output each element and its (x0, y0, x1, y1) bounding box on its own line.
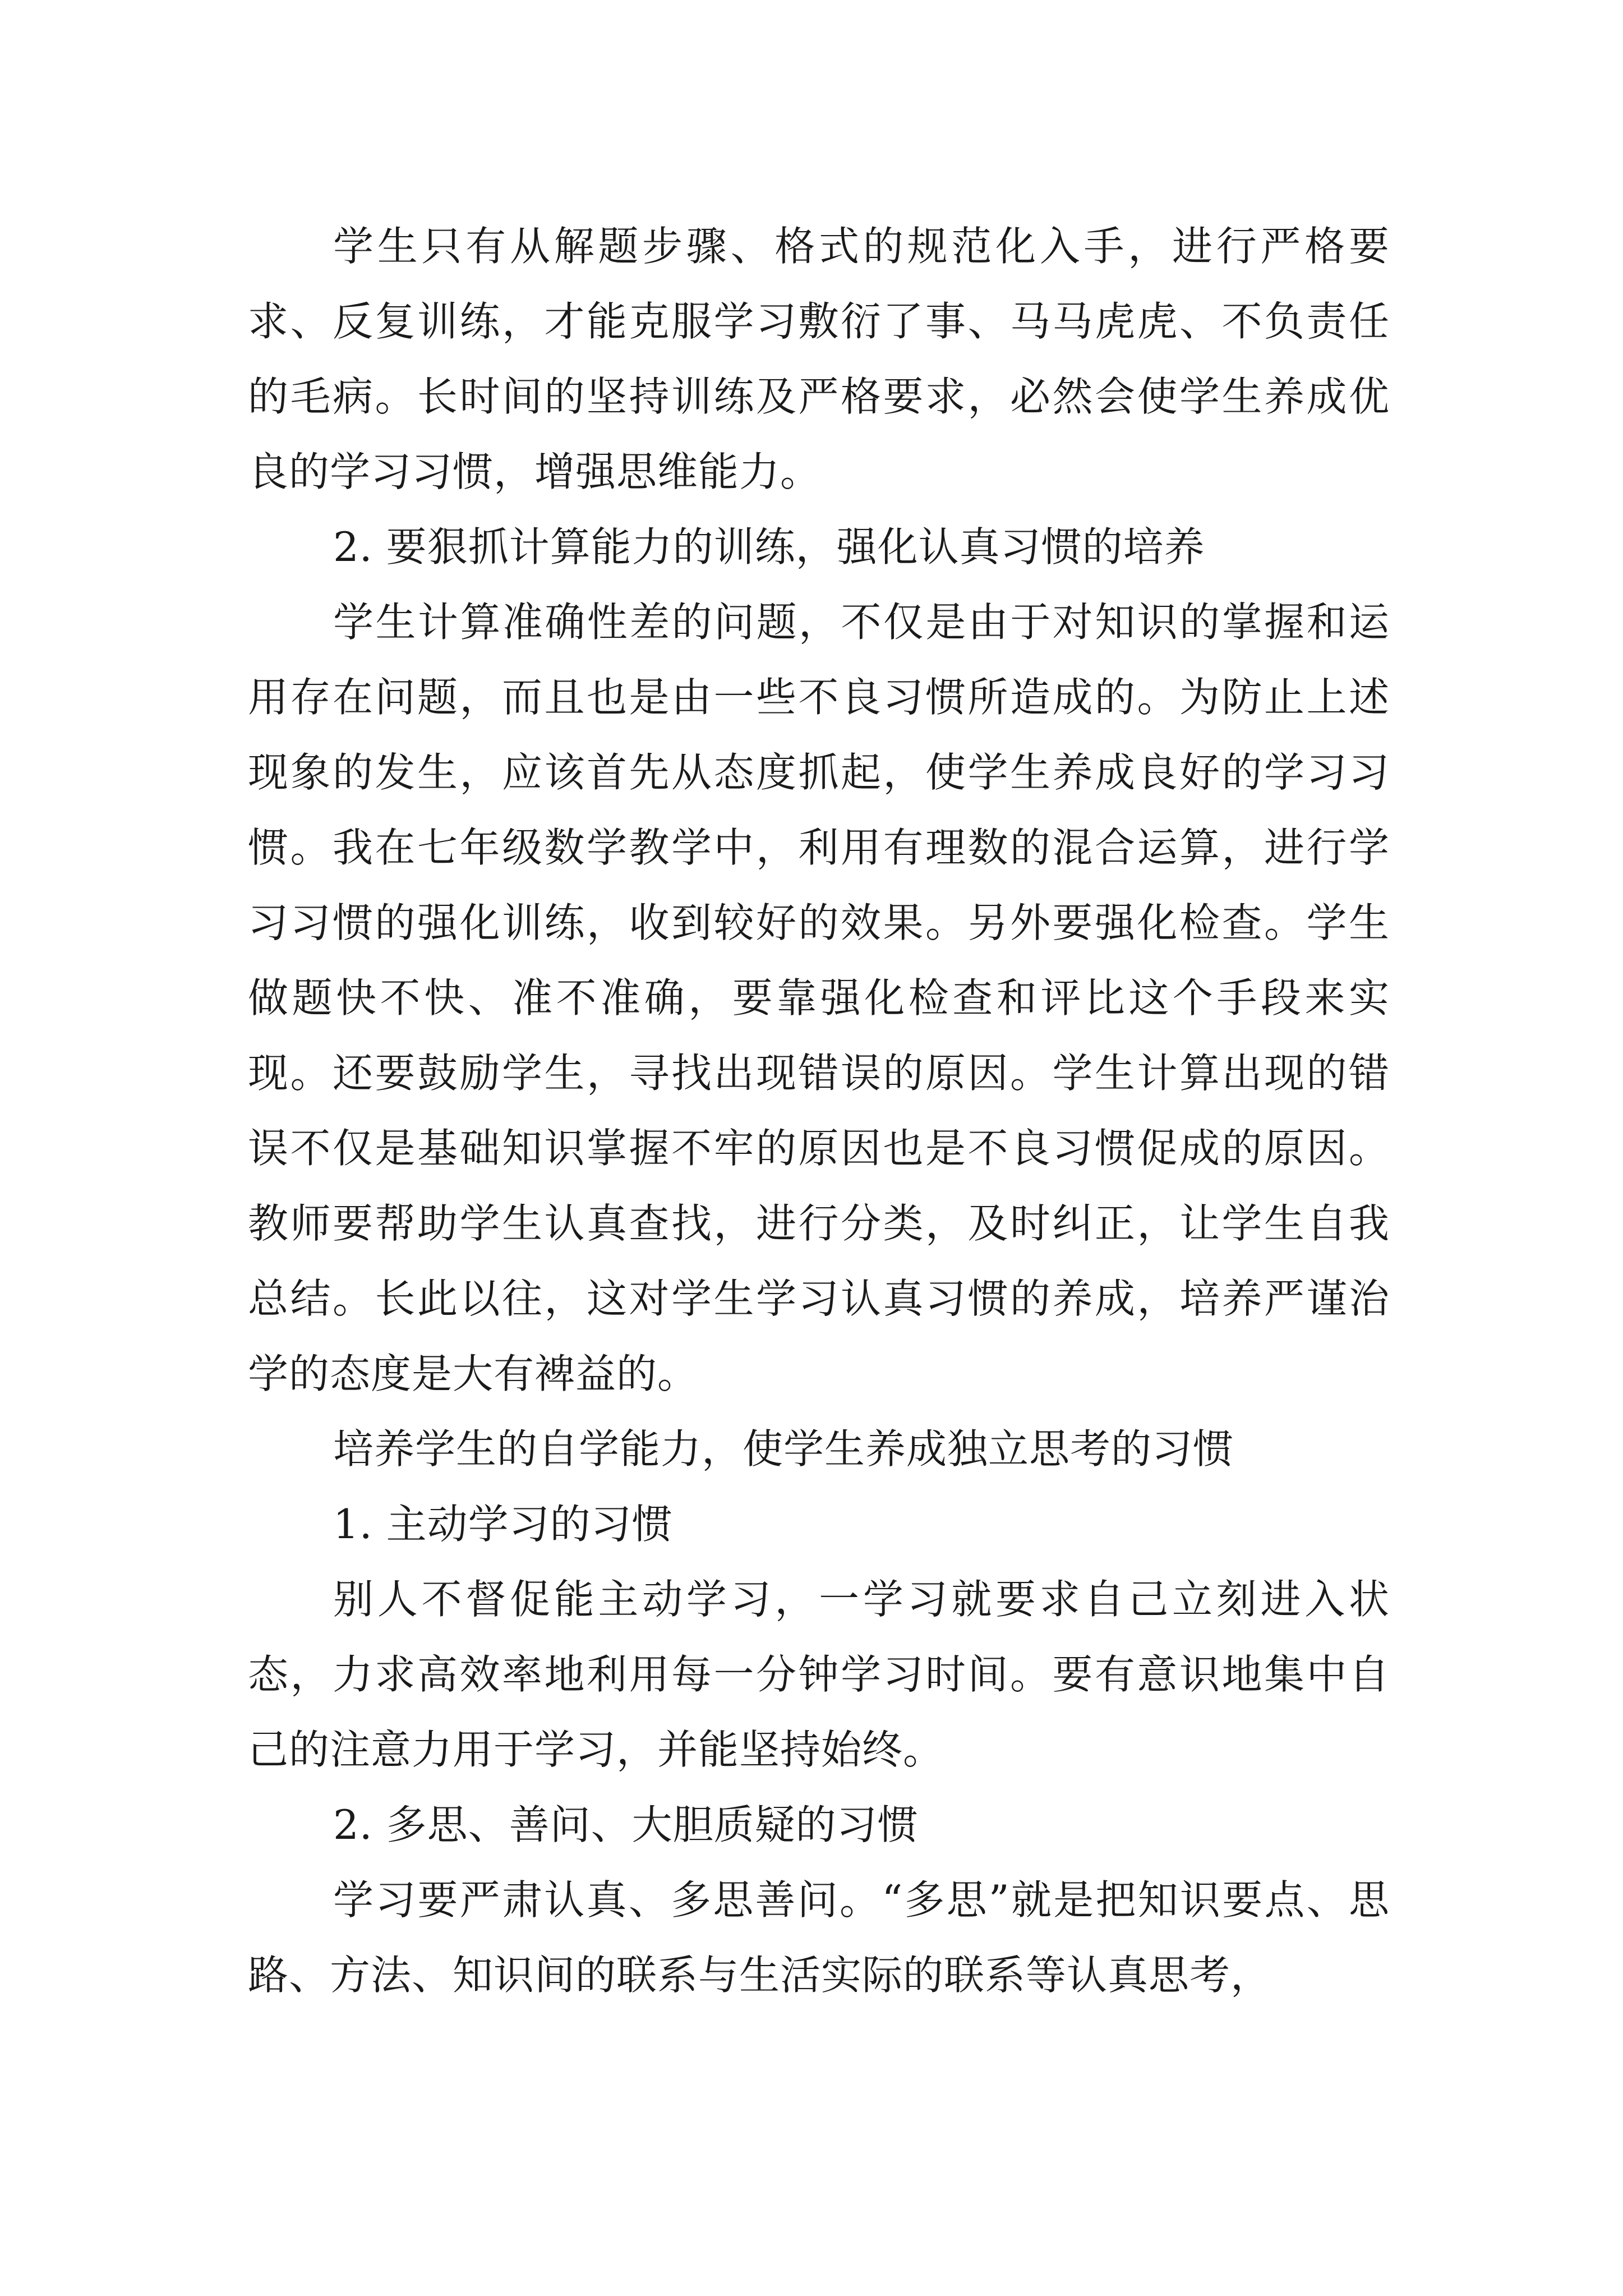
heading-active-learning: 1. 主动学习的习惯 (333, 1501, 673, 1548)
paragraph-think-ask-question: 学习要严肃认真、多思善问。“多思”就是把知识要点、思路、方法、知识间的联系与生活实际的联系等认真思考， (248, 1876, 1390, 1999)
heading-self-study-ability: 培养学生的自学能力，使学生养成独立思考的习惯 (333, 1425, 1234, 1473)
heading-calculation-training: 2. 要狠抓计算能力的训练，强化认真习惯的培养 (333, 523, 1205, 570)
paragraph-format-standardization: 学生只有从解题步骤、格式的规范化入手，进行严格要求、反复训练，才能克服学习敷衍了事、马马虎虎、不负责任的毛病。长时间的坚持训练及严格要求，必然会使学生养成优良的学习习惯，增强思维能力。 (248, 223, 1390, 495)
heading-think-ask-question: 2. 多思、善问、大胆质疑的习惯 (333, 1801, 919, 1848)
paragraph-calculation-accuracy: 学生计算准确性差的问题，不仅是由于对知识的掌握和运用存在问题，而且也是由一些不良习惯所造成的。为防止上述现象的发生，应该首先从态度抓起，使学生养成良好的学习习惯。我在七年级数学教学中，利用有理数的混合运算，进行学习习惯的强化训练，收到较好的效果。另外要强化检查。学生做题快不快、准不准确，要靠强化检查和评比这个手段来实现。还要鼓励学生，寻找出现错误的原因。学生计算出现的错误不仅是基础知识掌握不牢的原因也是不良习惯促成的原因。教师要帮助学生认真查找，进行分类，及时纠正，让学生自我总结。长此以往，这对学生学习认真习惯的养成，培养严谨治学的态度是大有裨益的。 (248, 599, 1390, 1397)
document-body (248, 209, 1390, 2013)
paragraph-active-learning: 别人不督促能主动学习，一学习就要求自己立刻进入状态，力求高效率地利用每一分钟学习时间。要有意识地集中自己的注意力用于学习，并能坚持始终。 (248, 1576, 1390, 1773)
